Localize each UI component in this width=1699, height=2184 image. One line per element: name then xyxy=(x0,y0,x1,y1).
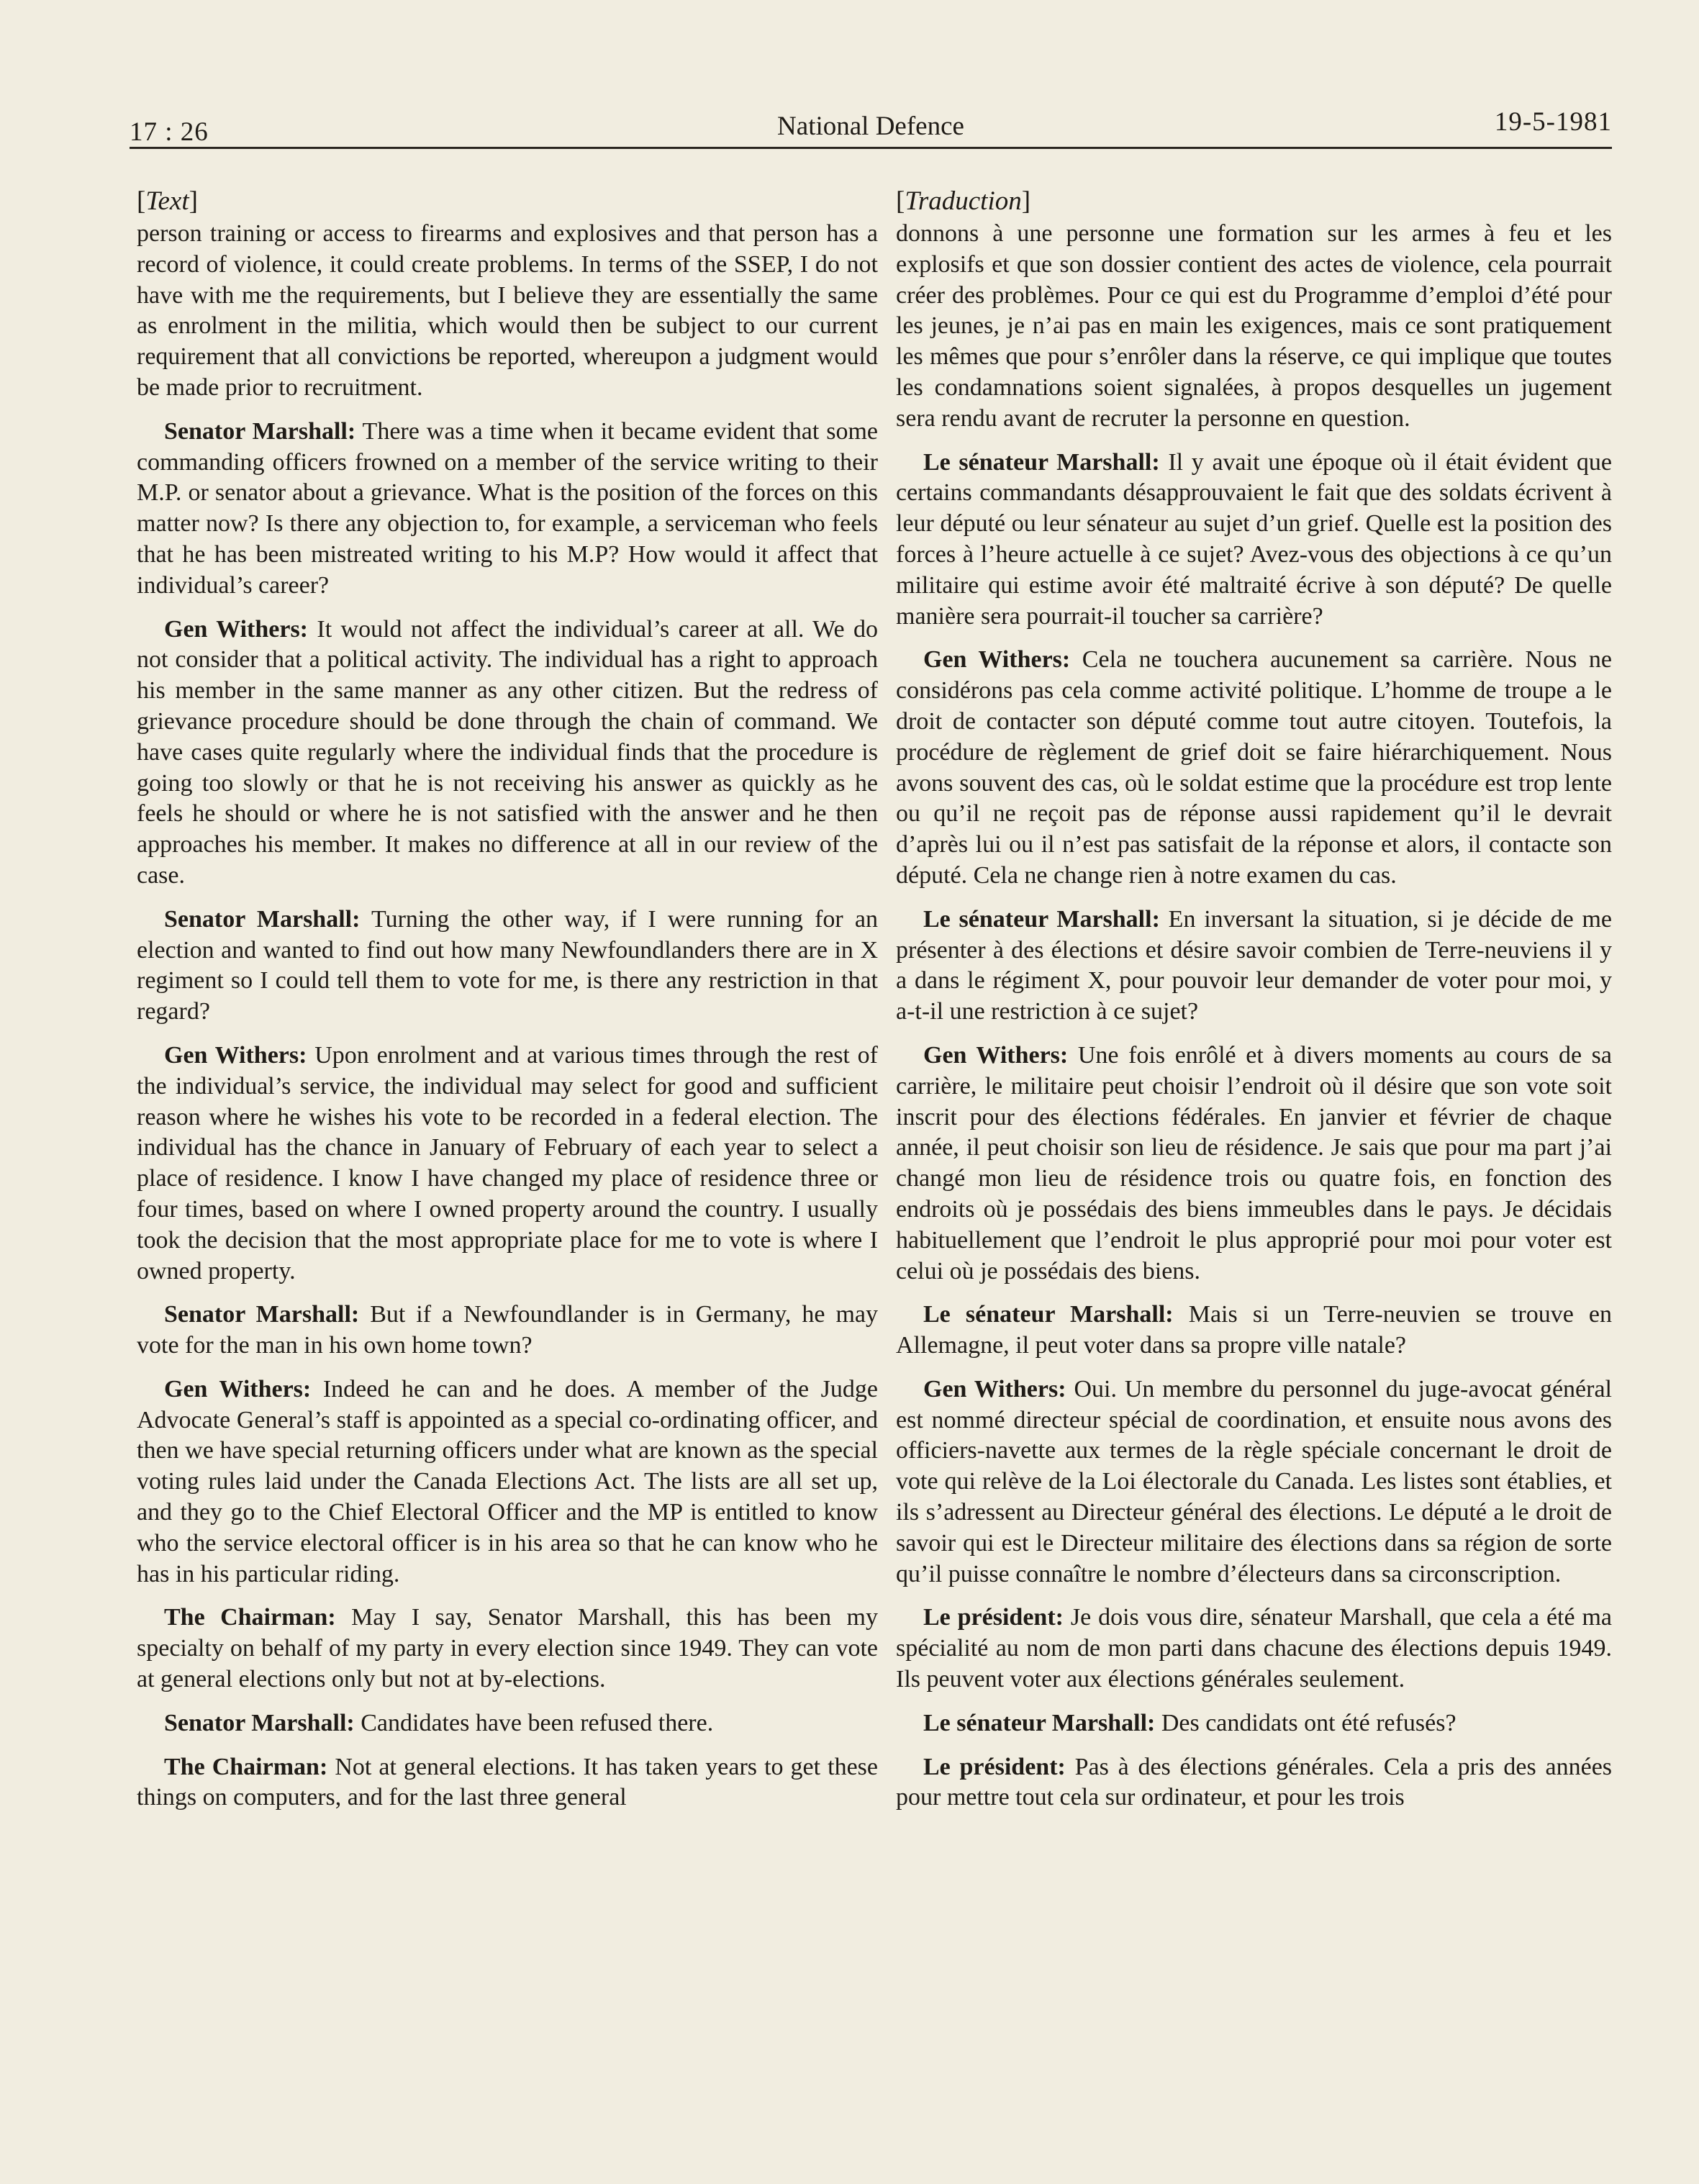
paragraph xyxy=(137,1300,878,1361)
paragraph-text: May I say, Senator Marshall, this has been my specialty on behalf of my party in every election since 1949. They can vote at general elections only but not at by-elections. xyxy=(137,1604,878,1693)
speaker-name: Gen Withers: xyxy=(923,646,1071,674)
speaker-name: Gen Withers: xyxy=(164,615,308,643)
paragraph xyxy=(896,645,1612,891)
paragraph xyxy=(896,1752,1612,1814)
paragraph xyxy=(137,1752,878,1814)
paragraph-text: Upon enrolment and at various times through the rest of the individual’s service, the individual may select for good and sufficient reason where he wishes his vote to be recorded in a federal election. The individual has the chance in January of February of each year to select a place of residence. I know I have changed my place of residence three or four times, based on where I owned property around the country. I usually took the decision that the most appropriate place for me to vote is where I owned property. xyxy=(137,1041,878,1284)
paragraph xyxy=(896,1041,1612,1287)
paragraph xyxy=(896,1603,1612,1695)
paragraph xyxy=(137,615,878,892)
paragraph-text: There was a time when it became evident that some commanding officers frowned on a member of the service writing to their M.P. or senator about a grievance. What is the position of the forces on this matter now? Is there any objection to, for example, a serviceman who feels that he has been mistreated writing to his M.P? How would it affect that individual’s career? xyxy=(137,417,878,599)
paragraph xyxy=(137,417,878,602)
paragraph-text: Oui. Un membre du personnel du juge-avocat général est nommé directeur spécial de coordination, et ensuite nous avons des officiers-navette aux termes de la règle spéciale concernant le droit de vote qui relève de la Loi électorale du Canada. Les listes sont établies, et ils s’adressent au Directeur général des élections. Le député a le droit de savoir qui est le Directeur militaire des élections dans sa région de sorte qu’il puisse connaître le nombre d’électeurs dans sa circonscription. xyxy=(896,1375,1612,1587)
speaker-name: Le président: xyxy=(923,1753,1066,1780)
paragraph-text: But if a Newfoundlander is in Germany, he may vote for the man in his own home town? xyxy=(137,1301,878,1359)
column-label: [Traduction] xyxy=(896,186,1031,216)
paragraph xyxy=(137,1374,878,1590)
paragraph-list xyxy=(137,219,878,1813)
paragraph xyxy=(137,1041,878,1287)
english-column xyxy=(137,186,878,1826)
speaker-name: Le sénateur Marshall: xyxy=(923,905,1160,933)
paragraph-text: Not at general elections. It has taken years to get these things on computers, and for the last three general xyxy=(137,1753,879,1811)
paragraph xyxy=(137,1603,878,1695)
french-column xyxy=(896,186,1612,1826)
speaker-name: Gen Withers: xyxy=(923,1375,1066,1403)
paragraph xyxy=(896,905,1612,1028)
paragraph xyxy=(896,448,1612,633)
paragraph-text: Candidates have been refused there. xyxy=(361,1709,714,1736)
speaker-name: The Chairman: xyxy=(164,1753,328,1780)
paragraph-text: Une fois enrôlé et à divers moments au cours de sa carrière, le militaire peut choisir l’endroit où il désire que son vote soit inscrit pour des élections fédérales. En janvier et février de chaque année, il peut choisir son lieu de résidence. Je sais que pour ma part j’ai changé mon lieu de résidence trois ou quatre fois, en fonction des endroits où je possédais des biens immeubles dans le pays. Je décidais habituellement que l’endroit le plus approprié pour moi pour voter est celui où je possédais des biens. xyxy=(896,1041,1612,1284)
paragraph-text: person training or access to firearms and explosives and that person has a record of violence, it could create problems. In terms of the SSEP, I do not have with me the requirements, but I believe they are essentially the same as enrolment in the militia, which would then be subject to our current requirement that all convictions be reported, whereupon a judgment would be made prior to recruitment. xyxy=(137,220,878,401)
speaker-name: Senator Marshall: xyxy=(164,905,361,933)
speaker-name: Gen Withers: xyxy=(923,1041,1069,1069)
running-header xyxy=(130,107,1612,150)
paragraph-text: Mais si un Terre-neuvien se trouve en Allemagne, il peut voter dans sa propre ville natale? xyxy=(896,1301,1613,1359)
speaker-name: Senator Marshall: xyxy=(164,417,356,445)
paragraph xyxy=(896,1300,1612,1361)
speaker-name: Le sénateur Marshall: xyxy=(923,1709,1156,1736)
column-label: [Text] xyxy=(137,186,198,216)
publication-date: 19-5-1981 xyxy=(1494,107,1612,137)
paragraph-text: Turning the other way, if I were running for an election and wanted to find out how many Newfoundlanders there are in X regiment so I could tell them to vote for me, is there any restriction in that regard? xyxy=(137,905,879,1025)
paragraph-text: donnons à une personne une formation sur les armes à feu et les explosifs et que son dossier contient des actes de violence, cela pourrait créer des problèmes. Pour ce qui est du Programme d’emploi d’été pour les jeunes, je n’ai pas en main les exigences, mais ce sont pratiquement les mêmes que pour s’enrôler dans la réserve, ce qui implique que toutes les condamnations soient signalées, à propos desquelles un jugement sera rendu avant de recruter la personne en question. xyxy=(896,220,1612,432)
paragraph xyxy=(137,219,878,404)
paragraph-list xyxy=(896,219,1612,1813)
speaker-name: Le président: xyxy=(923,1604,1064,1631)
paragraph-text: It would not affect the individual’s career at all. We do not consider that a political activity. The individual has a right to approach his member in the same manner as any other citizen. But the redress of grievance procedure should be done through the chain of command. We have cases quite regularly where the individual finds that the procedure is going too slowly or that he is not receiving his answer as quickly as he feels he should or where he is not satisfied with the answer and he then approaches his member. It makes no difference at all in our review of the case. xyxy=(137,615,878,889)
paragraph-text: Il y avait une époque où il était évident que certains commandants désapprouvaient le fait que des soldats écrivent à leur député ou leur sénateur au sujet d’un grief. Quelle est la position des forces à l’heure actuelle à ce sujet? Avez-vous des objections à ce qu’un militaire qui estime avoir été maltraité écrive à son député? De quelle manière sera pourrait-il toucher sa carrière? xyxy=(896,448,1613,630)
paragraph xyxy=(896,219,1612,435)
paragraph-text: Pas à des élections générales. Cela a pris des années pour mettre tout cela sur ordinateur, et pour les trois xyxy=(896,1753,1613,1811)
speaker-name: Gen Withers: xyxy=(164,1041,307,1069)
speaker-name: Le sénateur Marshall: xyxy=(923,1301,1174,1328)
paragraph xyxy=(137,905,878,1028)
speaker-name: Senator Marshall: xyxy=(164,1301,360,1328)
paragraph-text: Des candidats ont été refusés? xyxy=(1161,1709,1456,1736)
page-number: 17 : 26 xyxy=(130,117,209,147)
paragraph-text: Indeed he can and he does. A member of the Judge Advocate General’s staff is appointed as a special co-ordinating officer, and then we have special returning officers under what are known as the special voting rules laid under the Canada Elections Act. The lists are all set up, and they go to the Chief Electoral Officer and the MP is entitled to know who the service electoral officer is in his area so that he can know who he has in his particular riding. xyxy=(137,1375,878,1587)
paragraph xyxy=(137,1708,878,1739)
paragraph-text: Cela ne touchera aucunement sa carrière. Nous ne considérons pas cela comme activité politique. L’homme de troupe a le droit de contacter son député comme tout autre citoyen. Toutefois, la procédure de règlement de grief doit se faire hiérarchiquement. Nous avons souvent des cas, où le soldat estime que la procédure est trop lente ou qu’il ne reçoit pas de réponse aussi rapidement qu’il le devrait d’après lui ou il n’est pas satisfait de la réponse et alors, il contacte son député. Cela ne change rien à notre examen du cas. xyxy=(896,646,1612,889)
paragraph xyxy=(896,1708,1612,1739)
paragraph-text: En inversant la situation, si je décide de me présenter à des élections et désire savoir combien de Terre-neuviens il y a dans le régiment X, pour pouvoir leur demander de voter pour moi, y a-t-il une restriction à ce sujet? xyxy=(896,905,1612,1025)
speaker-name: Senator Marshall: xyxy=(164,1709,355,1736)
speaker-name: Le sénateur Marshall: xyxy=(923,448,1160,476)
speaker-name: Gen Withers: xyxy=(164,1375,312,1403)
paragraph-text: Je dois vous dire, sénateur Marshall, que cela a été ma spécialité au nom de mon parti dans chacune des élections depuis 1949. Ils peuvent voter aux élections générales seulement. xyxy=(896,1604,1613,1693)
header-rule xyxy=(130,147,1612,149)
paragraph xyxy=(896,1374,1612,1590)
speaker-name: The Chairman: xyxy=(164,1604,336,1631)
publication-title: National Defence xyxy=(777,112,964,141)
